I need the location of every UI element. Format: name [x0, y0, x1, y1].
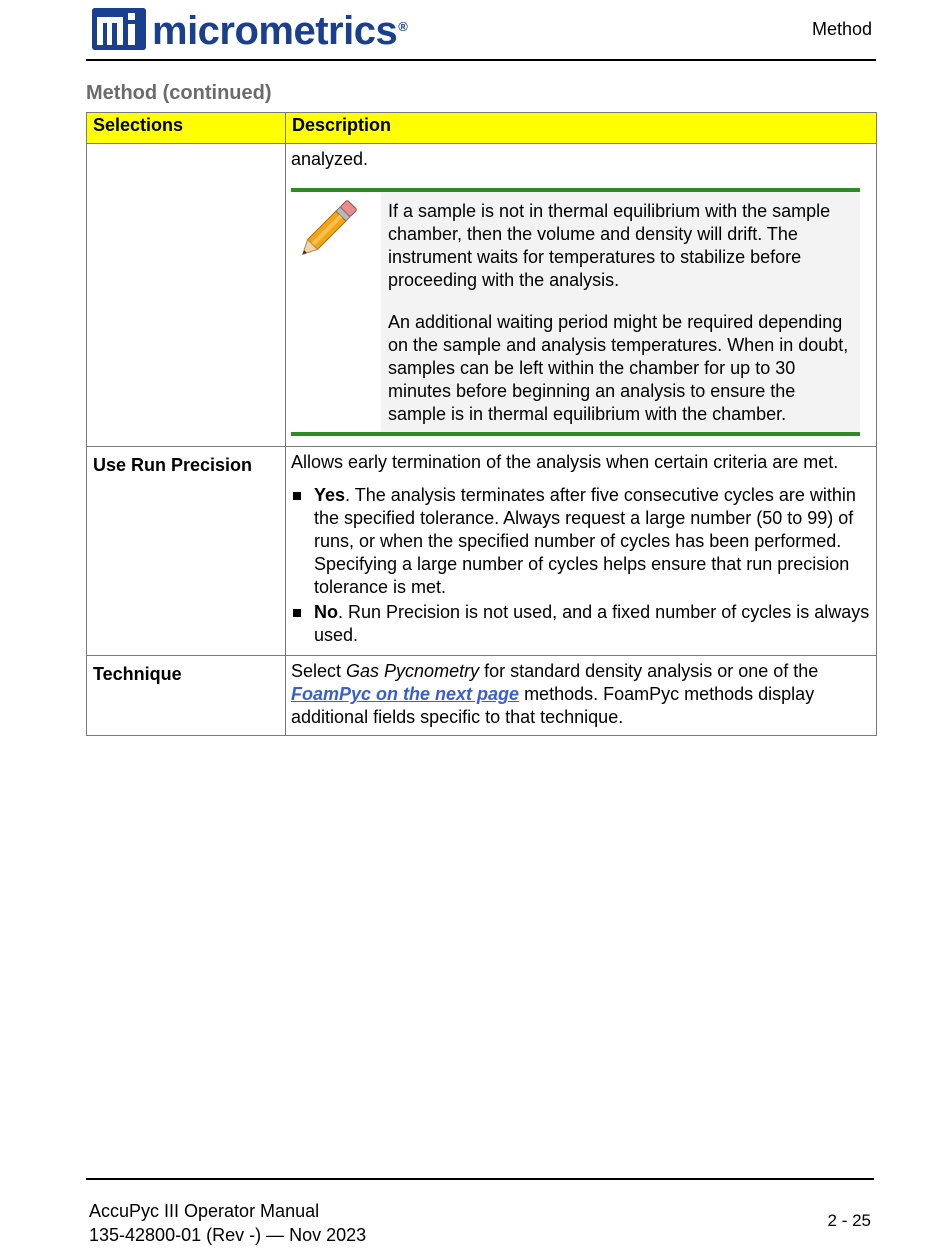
note-text: [381, 192, 860, 432]
micromeritics-logo: [92, 8, 408, 53]
section-title: Method: [811, 19, 872, 39]
footer-info: [89, 1199, 366, 1247]
pencil-icon: [291, 192, 381, 432]
list-item: No. Run Precision is not used, and a fixed number of cycles is always used.: [291, 601, 870, 647]
logo-wordmark: micrometrics®: [152, 9, 408, 53]
table-row: [87, 447, 877, 656]
header-divider: [86, 59, 876, 61]
description-cell: [286, 447, 877, 656]
description-cell: Select Gas Pycnometry for standard density analysis or one of the FoamPyc on the next page methods. FoamPyc methods display additional fields specific to that technique.: [286, 656, 877, 736]
foampyc-link[interactable]: FoamPyc on the next page: [291, 684, 520, 704]
square-bullet-icon: [293, 492, 301, 500]
note-paragraph: An additional waiting period might be required depending on the sample and analysis temperatures. When in doubt, samples can be left within the chamber for up to 30 minutes before beginning an analysis to ensure the sample is in thermal equilibrium with the chamber.: [388, 312, 849, 424]
mi-logo-icon: [92, 8, 146, 50]
description-header: Description: [286, 113, 877, 144]
options-list: [291, 484, 870, 647]
footer-divider: [86, 1178, 874, 1180]
list-item: Yes. The analysis terminates after five consecutive cycles are within the specified tolerance. Always request a large number (50 to 99) of runs, or when the specified number of cycles has been performed. Specifying a large number of cycles helps ensure that run precision tolerance is met.: [291, 484, 870, 599]
intro-text: Allows early termination of the analysis when certain criteria are met.: [291, 452, 839, 472]
note-paragraph: If a sample is not in thermal equilibrium with the sample chamber, then the volume and density will drift. The instrument waits for temperatures to stabilize before proceeding with the analysis.: [388, 201, 831, 290]
selection-cell: Use Run Precision: [87, 447, 286, 656]
continued-heading: Method (continued): [86, 82, 272, 104]
description-cell: [286, 144, 877, 447]
lead-text: analyzed.: [291, 149, 369, 169]
selection-cell: [87, 144, 286, 447]
selection-cell: Technique: [87, 656, 286, 736]
note-box: [291, 188, 860, 436]
table-row: [87, 144, 877, 447]
doc-number: 135-42800-01 (Rev -) — Nov 2023: [89, 1225, 367, 1245]
table-row: [87, 656, 877, 736]
square-bullet-icon: [293, 609, 301, 617]
page-header: [0, 0, 950, 62]
table-header-row: [87, 113, 877, 144]
page-number: 2 - 25: [827, 1211, 871, 1230]
italic-term: Gas Pycnometry: [346, 661, 480, 681]
manual-title: AccuPyc III Operator Manual: [89, 1201, 320, 1221]
method-table: [86, 112, 877, 736]
selections-header: Selections: [87, 113, 286, 144]
